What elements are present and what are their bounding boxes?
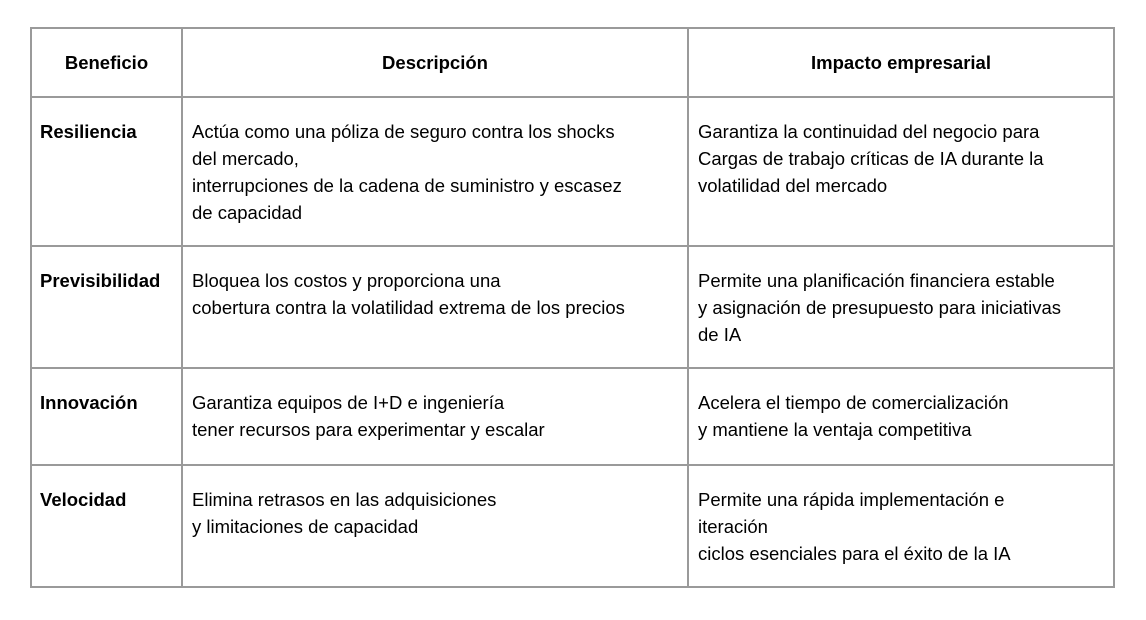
- beneficio-cell: Velocidad: [31, 465, 182, 587]
- descripcion-line: Garantiza equipos de I+D e ingeniería: [192, 392, 505, 413]
- impacto-line: y mantiene la ventaja competitiva: [698, 419, 972, 440]
- table-row: [31, 97, 1114, 246]
- impacto-line: Garantiza la continuidad del negocio para: [698, 121, 1040, 142]
- descripcion-cell: [182, 97, 688, 246]
- header-row: [31, 28, 1114, 97]
- impacto-line: volatilidad del mercado: [698, 175, 888, 196]
- descripcion-line: Elimina retrasos en las adquisiciones: [192, 489, 497, 510]
- descripcion-line: tener recursos para experimentar y escalar: [192, 419, 545, 440]
- descripcion-line: del mercado,: [192, 148, 299, 169]
- impacto-line: Permite una rápida implementación e: [698, 489, 1005, 510]
- impacto-line: Permite una planificación financiera estable: [698, 270, 1055, 291]
- beneficio-cell: Previsibilidad: [31, 246, 182, 368]
- beneficio-cell: Resiliencia: [31, 97, 182, 246]
- table-row: [31, 368, 1114, 465]
- descripcion-line: de capacidad: [192, 202, 303, 223]
- impacto-cell: [688, 246, 1114, 368]
- descripcion-cell: [182, 368, 688, 465]
- header-descripcion: Descripción: [182, 28, 688, 97]
- impacto-line: ciclos esenciales para el éxito de la IA: [698, 543, 1011, 564]
- table-row: [31, 246, 1114, 368]
- impacto-line: y asignación de presupuesto para iniciativas: [698, 297, 1062, 318]
- descripcion-cell: [182, 246, 688, 368]
- descripcion-line: cobertura contra la volatilidad extrema de los precios: [192, 297, 625, 318]
- impacto-line: Cargas de trabajo críticas de IA durante la: [698, 148, 1044, 169]
- descripcion-line: interrupciones de la cadena de suministro y escasez: [192, 175, 622, 196]
- table-row: [31, 465, 1114, 587]
- beneficio-cell: Innovación: [31, 368, 182, 465]
- impacto-cell: [688, 97, 1114, 246]
- header-beneficio: Beneficio: [31, 28, 182, 97]
- descripcion-cell: [182, 465, 688, 587]
- impacto-line: Acelera el tiempo de comercialización: [698, 392, 1009, 413]
- header-impacto: Impacto empresarial: [688, 28, 1114, 97]
- impacto-line: de IA: [698, 324, 742, 345]
- impacto-line: iteración: [698, 516, 768, 537]
- benefits-table: [30, 27, 1115, 588]
- descripcion-line: Bloquea los costos y proporciona una: [192, 270, 501, 291]
- descripcion-line: y limitaciones de capacidad: [192, 516, 419, 537]
- impacto-cell: [688, 465, 1114, 587]
- descripcion-line: Actúa como una póliza de seguro contra los shocks: [192, 121, 615, 142]
- impacto-cell: [688, 368, 1114, 465]
